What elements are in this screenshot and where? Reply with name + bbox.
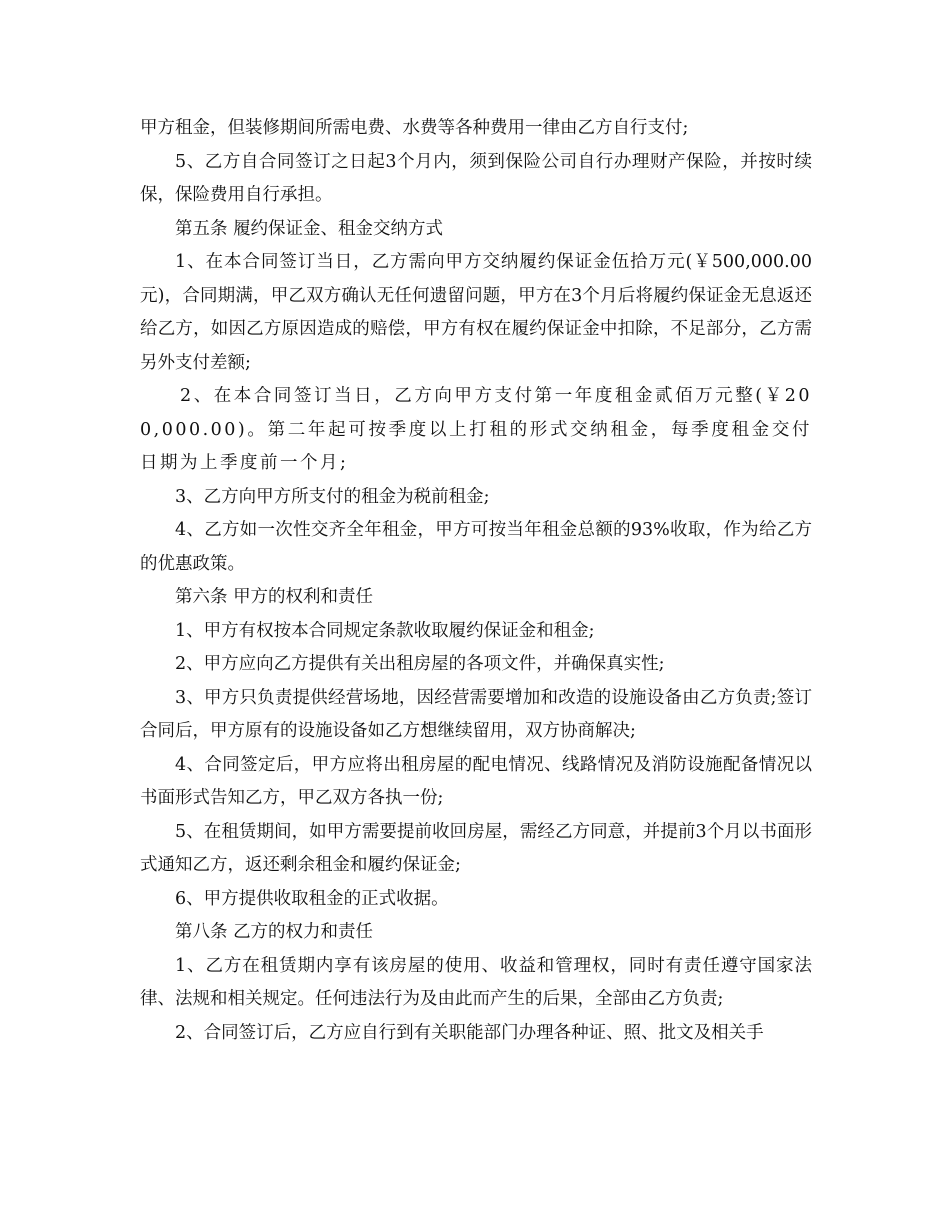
heading-article-6: 第六条 甲方的权利和责任 <box>175 587 374 607</box>
paragraph-first-year-rent: 2、在本合同签订当日，乙方向甲方支付第一年度租金贰佰万元整(￥200,000.00)。第二年起可按季度以上打租的形式交纳租金，每季度租金交付日期为上季度前一个月; <box>140 386 812 473</box>
paragraph-rent-continuation: 甲方租金，但装修期间所需电费、水费等各种费用一律由乙方自行支付; <box>140 118 689 138</box>
paragraph-lessor-right-5: 5、在租赁期间，如甲方需要提前收回房屋，需经乙方同意，并提前3个月以书面形式通知乙方，返还剩余租金和履约保证金; <box>140 821 812 875</box>
paragraph-lessor-right-3: 3、甲方只负责提供经营场地，因经营需要增加和改造的设施设备由乙方负责;签订合同后，甲方原有的设施设备如乙方想继续留用，双方协商解决; <box>140 687 812 741</box>
paragraph-lessor-right-1: 1、甲方有权按本合同规定条款收取履约保证金和租金; <box>175 620 595 641</box>
paragraph-pretax-rent: 3、乙方向甲方所支付的租金为税前租金; <box>175 486 490 507</box>
paragraph-deposit: 1、在本合同签订当日，乙方需向甲方交纳履约保证金伍拾万元(￥500,000.00元)，合同期满，甲乙双方确认无任何遗留问题，甲方在3个月后将履约保证金无息返还给乙方，如因乙方原因造成的赔偿，甲方有权在履约保证金中扣除，不足部分，乙方需另外支付差额; <box>140 252 812 373</box>
paragraph-lessee-right-1: 1、乙方在租赁期内享有该房屋的使用、收益和管理权，同时有责任遵守国家法律、法规和相关规定。任何违法行为及由此而产生的后果，全部由乙方负责; <box>140 955 812 1009</box>
document-body <box>140 112 812 1050</box>
heading-article-8: 第八条 乙方的权力和责任 <box>175 922 374 942</box>
paragraph-lessor-right-2: 2、甲方应向乙方提供有关出租房屋的各项文件，并确保真实性; <box>175 654 665 674</box>
heading-article-5: 第五条 履约保证金、租金交纳方式 <box>175 218 444 239</box>
paragraph-insurance: 5、乙方自合同签订之日起3个月内，须到保险公司自行办理财产保险，并按时续保，保险费用自行承担。 <box>140 151 812 205</box>
paragraph-lessee-right-2: 2、合同签订后，乙方应自行到有关职能部门办理各种证、照、批文及相关手 <box>175 1022 764 1043</box>
paragraph-discount: 4、乙方如一次性交齐全年租金，甲方可按当年租金总额的93%收取，作为给乙方的优惠政策。 <box>140 520 812 574</box>
paragraph-lessor-right-6: 6、甲方提供收取租金的正式收据。 <box>175 888 449 909</box>
paragraph-lessor-right-4: 4、合同签定后，甲方应将出租房屋的配电情况、线路情况及消防设施配备情况以书面形式告知乙方，甲乙双方各执一份; <box>140 754 812 808</box>
